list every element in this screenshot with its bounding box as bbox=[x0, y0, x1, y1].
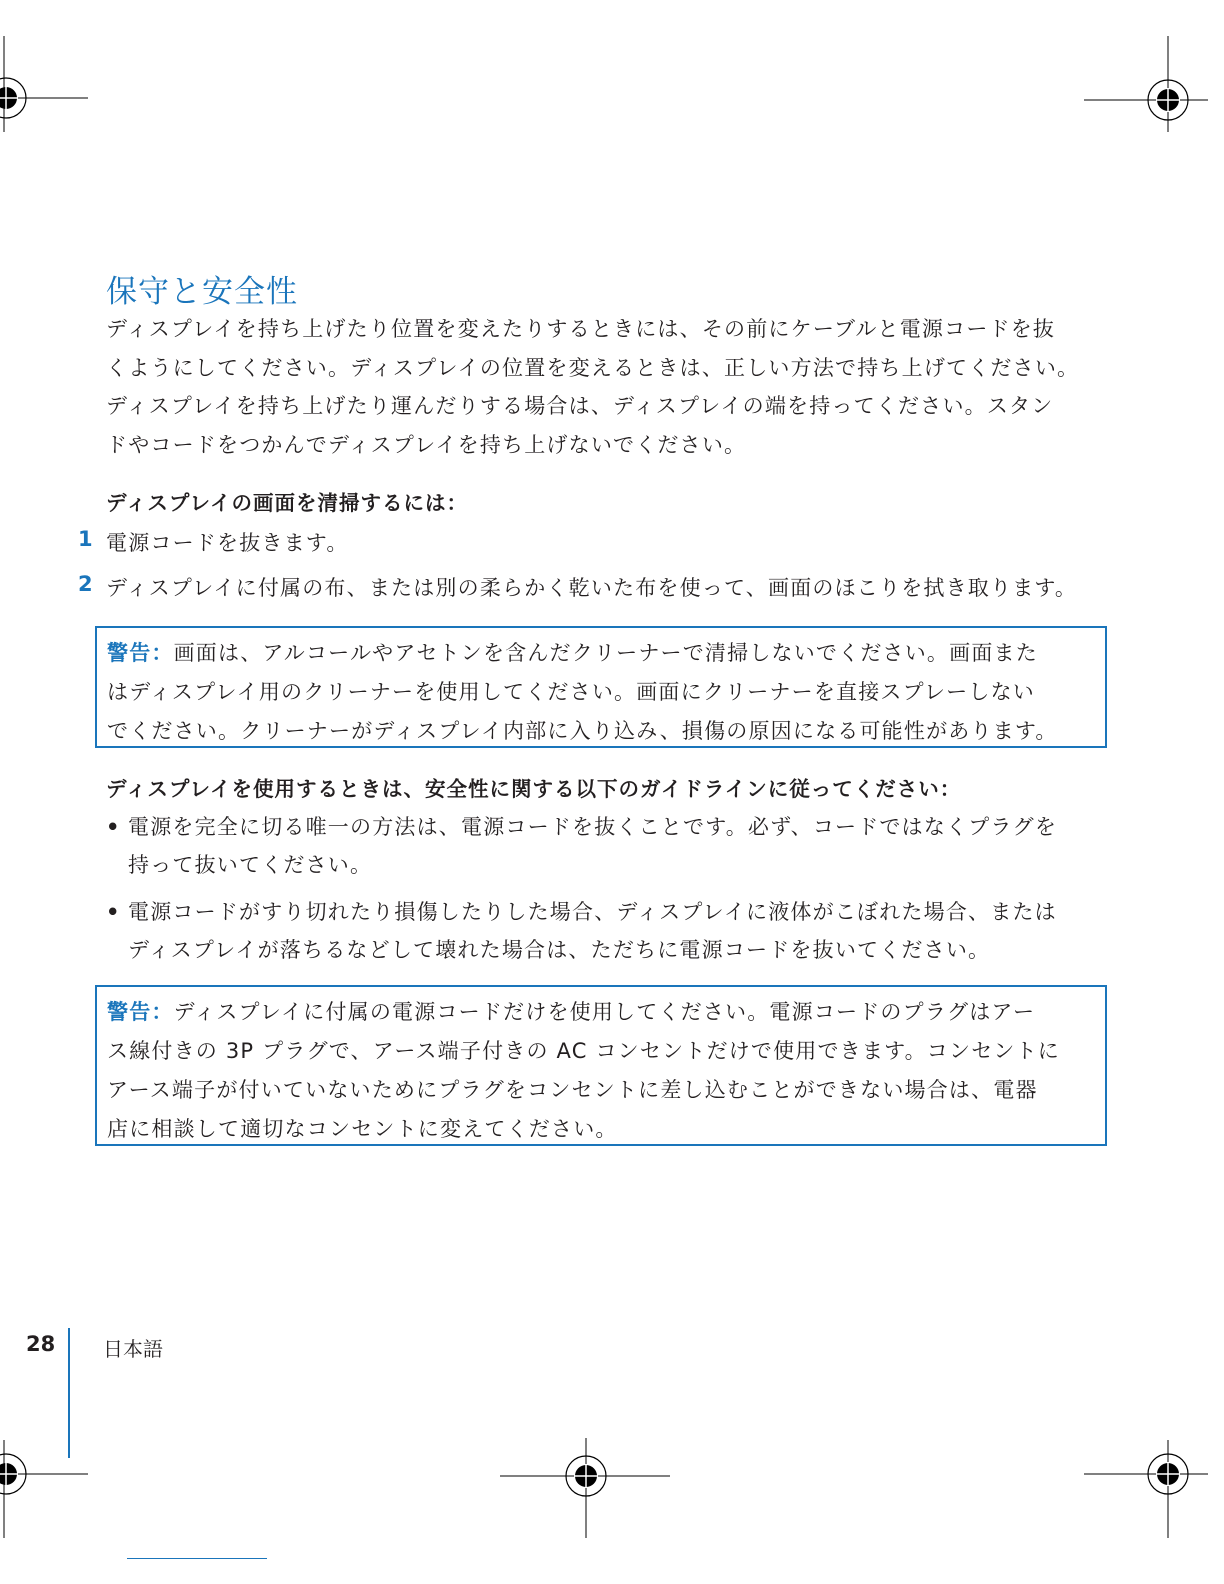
bottom-rule bbox=[127, 1558, 267, 1559]
warning-box bbox=[95, 985, 1107, 1146]
warning-line: でください。クリーナーがディスプレイ内部に入り込み、損傷の原因になる可能性があります。 bbox=[107, 719, 1058, 743]
warning-line: アース端子が付いていないためにプラグをコンセントに差し込むことができない場合は、電器 bbox=[107, 1078, 1038, 1102]
step-number: 1 bbox=[78, 527, 94, 551]
paragraph-line: ディスプレイを持ち上げたり位置を変えたりするときには、その前にケーブルと電源コードを抜 bbox=[106, 317, 1056, 341]
cleaning-heading: ディスプレイの画面を清掃するには： bbox=[106, 491, 469, 515]
warning-label: 警告： bbox=[107, 641, 174, 665]
warning-line: はディスプレイ用のクリーナーを使用してください。画面にクリーナーを直接スプレーしない bbox=[107, 680, 1035, 704]
warning-line bbox=[107, 634, 1105, 673]
safety-heading: ディスプレイを使用するときは、安全性に関する以下のガイドラインに従ってください： bbox=[106, 777, 962, 801]
page-number: 28 bbox=[26, 1332, 56, 1356]
registration-mark-icon bbox=[1084, 1420, 1224, 1584]
warning-line bbox=[107, 993, 1105, 1032]
bullet-line: 電源コードがすり切れたり損傷したりした場合、ディスプレイに液体がこぼれた場合、または bbox=[128, 900, 1057, 924]
bullet-item bbox=[106, 893, 1057, 969]
warning-text: ディスプレイに付属の電源コードだけを使用してください。電源コードのプラグはアー bbox=[173, 1000, 1036, 1024]
section-title: 保守と安全性 bbox=[106, 274, 298, 310]
language-label: 日本語 bbox=[103, 1337, 163, 1361]
warning-box bbox=[95, 626, 1107, 748]
paragraph-line: ディスプレイを持ち上げたり運んだりする場合は、ディスプレイの端を持ってください。スタン bbox=[106, 394, 1054, 418]
warning-text: 画面は、アルコールやアセトンを含んだクリーナーで清掃しないでください。画面また bbox=[173, 641, 1038, 665]
bullet-item bbox=[106, 808, 1057, 884]
bullet-line: 電源を完全に切る唯一の方法は、電源コードを抜くことです。必ず、コードではなくプラグを bbox=[128, 815, 1058, 839]
warning-line: ス線付きの 3P プラグで、アース端子付きの AC コンセントだけで使用できます。コンセントに bbox=[107, 1039, 1061, 1063]
footer-divider bbox=[68, 1328, 70, 1458]
step-text: 電源コードを抜きます。 bbox=[106, 531, 349, 555]
step-item bbox=[0, 572, 1224, 602]
registration-mark-icon bbox=[0, 1420, 100, 1584]
step-number: 2 bbox=[78, 572, 94, 596]
bullet-line: 持って抜いてください。 bbox=[128, 853, 373, 877]
registration-mark-icon bbox=[1084, 0, 1224, 140]
paragraph-line: くようにしてください。ディスプレイの位置を変えるときは、正しい方法で持ち上げてください。 bbox=[106, 355, 1080, 380]
registration-mark-icon bbox=[0, 0, 100, 140]
warning-line: 店に相談して適切なコンセントに変えてください。 bbox=[107, 1117, 618, 1141]
step-text: ディスプレイに付属の布、または別の柔らかく乾いた布を使って、画面のほこりを拭き取ります。 bbox=[106, 576, 1078, 600]
bullet-line: ディスプレイが落ちるなどして壊れた場合は、ただちに電源コードを抜いてください。 bbox=[128, 938, 991, 962]
bullet-icon: • bbox=[106, 815, 121, 839]
registration-mark-icon bbox=[500, 1420, 680, 1584]
bullet-icon: • bbox=[106, 900, 121, 924]
paragraph-line: ドやコードをつかんでディスプレイを持ち上げないでください。 bbox=[106, 432, 747, 457]
warning-label: 警告： bbox=[107, 1000, 174, 1024]
intro-paragraph bbox=[106, 310, 1116, 464]
step-item bbox=[0, 527, 1224, 557]
